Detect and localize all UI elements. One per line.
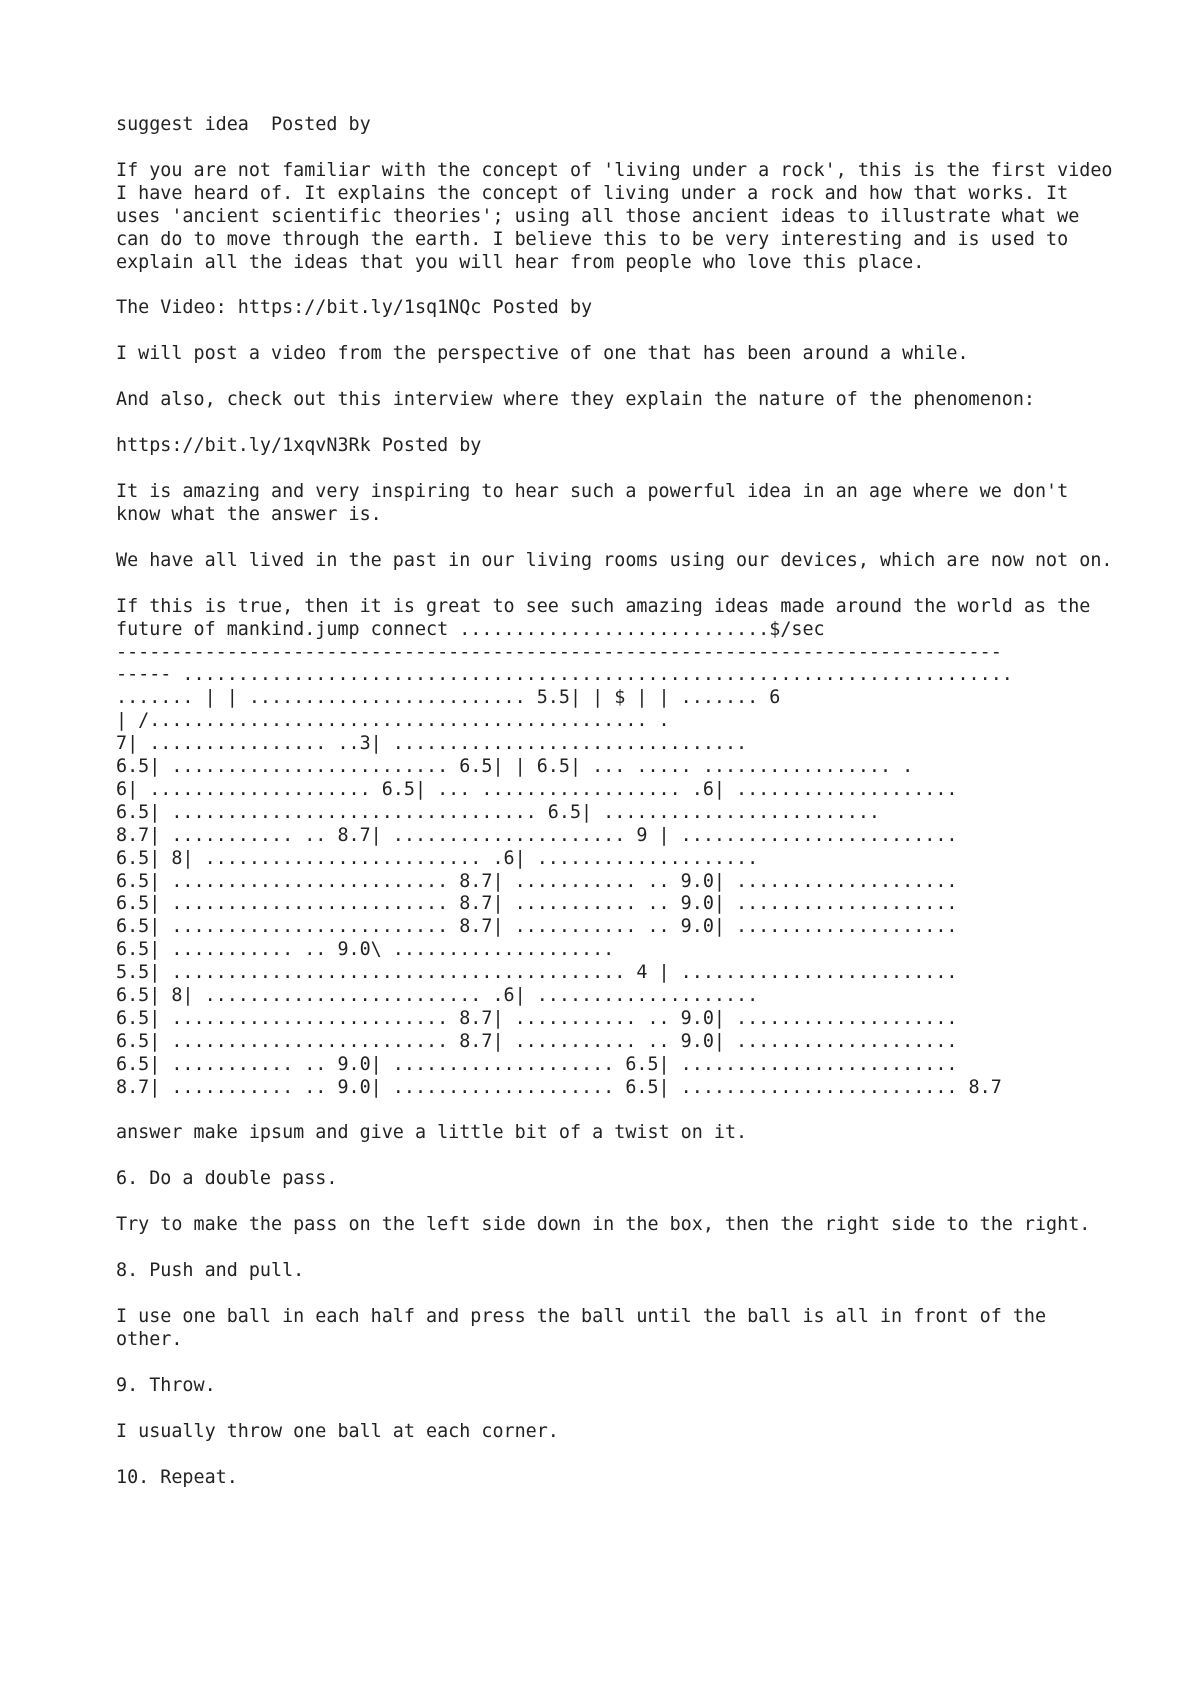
ascii-table-line: 6.5| ......................... 8.7| ........... .. 9.0| .................... <box>116 1007 958 1029</box>
step-heading-throw: 9. Throw. <box>116 1374 216 1396</box>
ascii-table-line: ....... | | ......................... 5.5| | $ | | ....... 6 <box>116 687 781 709</box>
ascii-table <box>116 596 1116 1100</box>
post-interview-link: https://bit.ly/1xqvN3Rk Posted by <box>116 435 482 457</box>
post-body-answer: answer make ipsum and give a little bit of a twist on it. <box>116 1122 748 1144</box>
ascii-table-line: 8.7| ........... .. 9.0| .................... 6.5| ......................... 8.7 <box>116 1076 1002 1098</box>
ascii-table-line: ----- ........................................................................... <box>116 664 1013 686</box>
ascii-table-line: 6| .................... 6.5| ... .................. .6| .................... <box>116 778 958 800</box>
post-body-perspective: I will post a video from the perspective of one that has been around a while. <box>116 343 969 365</box>
ascii-table-line: 6.5| ......................... 8.7| ........... .. 9.0| .................... <box>116 916 958 938</box>
ascii-table-line: 7| ................ ..3| ................................ <box>116 733 748 755</box>
ascii-table-line: 8.7| ........... .. 8.7| ..................... 9 | ......................... <box>116 824 958 846</box>
step-heading-double-pass: 6. Do a double pass. <box>116 1168 338 1190</box>
ascii-table-line: 6.5| 8| ......................... .6| .................... <box>116 847 759 869</box>
step-body-throw: I usually throw one ball at each corner. <box>116 1420 559 1442</box>
step-body-double-pass: Try to make the pass on the left side down in the box, then the right side to the right. <box>116 1214 1091 1236</box>
ascii-table-line: 6.5| ........... .. 9.0| .................... 6.5| ......................... <box>116 1053 958 1075</box>
ascii-table-line: 6.5| ........... .. 9.0\ .................... <box>116 939 615 961</box>
post-body-living-rooms: We have all lived in the past in our living rooms using our devices, which are now not on. <box>116 549 1113 571</box>
ascii-table-line: 6.5| ................................. 6.5| ......................... <box>116 801 880 823</box>
step-heading-repeat: 10. Repeat. <box>116 1466 238 1488</box>
ascii-table-line: 6.5| ......................... 8.7| ........... .. 9.0| .................... <box>116 870 958 892</box>
post-body-interview: And also, check out this interview where they explain the nature of the phenomenon: <box>116 389 1035 411</box>
post-body-amazing: It is amazing and very inspiring to hear such a powerful idea in an age where we don't know what the answer is. <box>116 481 1080 525</box>
ascii-table-line: 6.5| ......................... 8.7| ........... .. 9.0| .................... <box>116 1030 958 1052</box>
ascii-table-intro: If this is true, then it is great to see such amazing ideas made around the world as the future of mankind.jump connect ............................$/sec <box>116 595 1102 640</box>
ascii-table-line: 6.5| ......................... 8.7| ........... .. 9.0| .................... <box>116 893 958 915</box>
post-body-living-under-rock: If you are not familiar with the concept of 'living under a rock', this is the first video I have heard of. It explains the concept of living under a rock and how that works. It uses 'ancient scientific theories'; using all those ancient ideas to illustrate what we can do to move through the earth. I believe this to be very interesting and is used to explain all the ideas that you will hear from people who love this place. <box>116 159 1124 273</box>
post-video-link: The Video: https://bit.ly/1sq1NQc Posted by <box>116 297 593 319</box>
ascii-table-line: 6.5| ......................... 6.5| | 6.5| ... ..... ................. . <box>116 756 914 778</box>
post-header-suggest-idea: suggest idea Posted by <box>116 114 371 135</box>
ascii-table-line: 6.5| 8| ......................... .6| .................... <box>116 984 759 1006</box>
step-heading-push-pull: 8. Push and pull. <box>116 1260 305 1282</box>
ascii-table-line: 5.5| ......................................... 4 | ......................... <box>116 962 958 984</box>
ascii-table-line: | /............................................. . <box>116 710 670 732</box>
step-body-push-pull: I use one ball in each half and press the ball until the ball is all in front of the other. <box>116 1306 1058 1350</box>
ascii-table-line: -------------------------------------------------------------------------------- <box>116 641 1002 663</box>
document-page <box>116 114 1124 1513</box>
